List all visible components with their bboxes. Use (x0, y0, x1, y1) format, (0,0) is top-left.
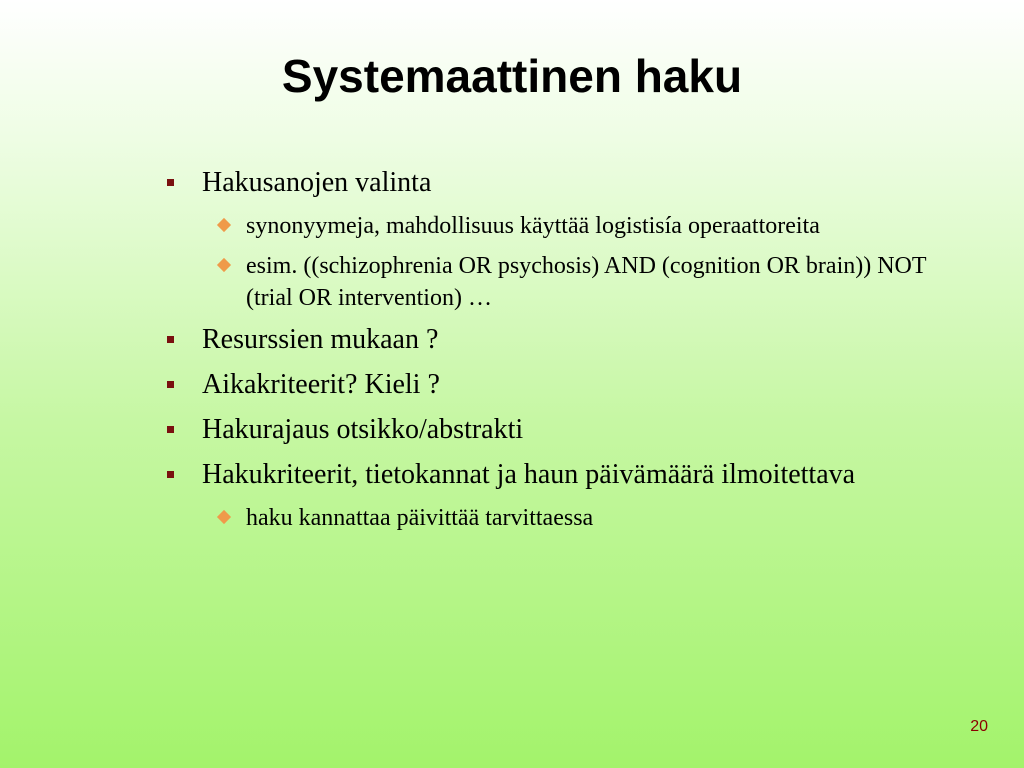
bullet-item (162, 457, 942, 492)
square-bullet-icon (167, 336, 174, 343)
sub-bullet-item (246, 210, 942, 242)
bullet-item (162, 412, 942, 447)
square-bullet-icon (167, 426, 174, 433)
diamond-bullet-icon (217, 510, 231, 524)
bullet-item (162, 165, 942, 200)
sub-bullet-text: esim. ((schizophrenia OR psychosis) AND (cognition OR brain)) NOT (trial OR intervention) … (246, 253, 927, 311)
page-number: 20 (970, 718, 988, 735)
bullet-text: Aikakriteerit? Kieli ? (202, 369, 440, 400)
diamond-bullet-icon (217, 258, 231, 272)
sub-bullet-text: synonyymeja, mahdollisuus käyttää logistisía operaattoreita (246, 213, 820, 239)
bullet-list (162, 165, 942, 542)
sub-bullet-item (246, 502, 942, 534)
bullet-item (162, 367, 942, 402)
diamond-bullet-icon (217, 218, 231, 232)
bullet-text: Hakukriteerit, tietokannat ja haun päivämäärä ilmoitettava (202, 459, 856, 490)
bullet-text: Hakurajaus otsikko/abstrakti (202, 414, 524, 445)
bullet-item (162, 322, 942, 357)
bullet-text: Hakusanojen valinta (202, 167, 432, 198)
bullet-text: Resurssien mukaan ? (202, 324, 439, 355)
square-bullet-icon (167, 471, 174, 478)
square-bullet-icon (167, 381, 174, 388)
slide-title: Systemaattinen haku (281, 50, 743, 102)
sub-bullet-item (246, 250, 942, 314)
square-bullet-icon (167, 179, 174, 186)
sub-bullet-text: haku kannattaa päivittää tarvittaessa (246, 505, 594, 531)
